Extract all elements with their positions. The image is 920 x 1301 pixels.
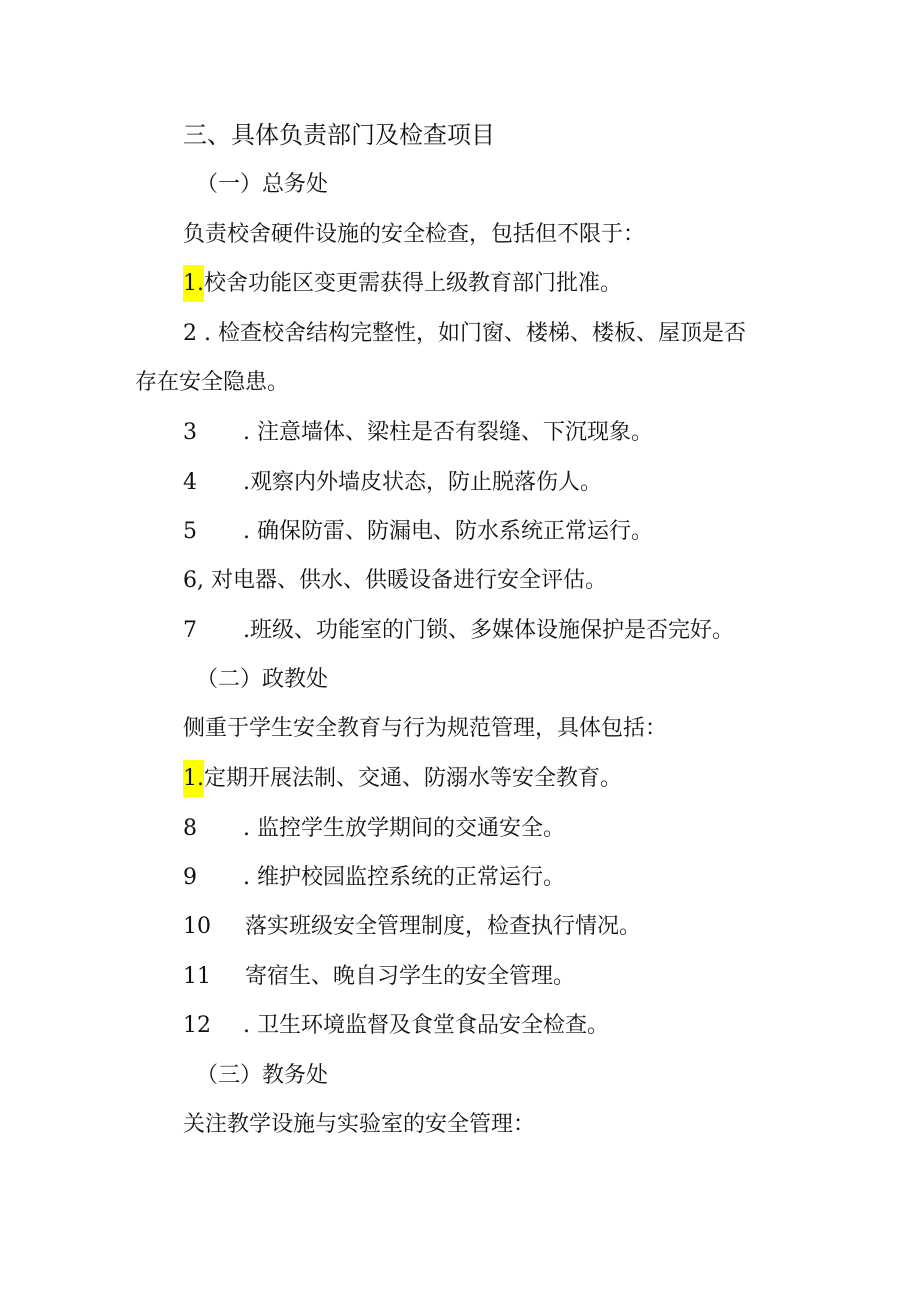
item-text: 落实班级安全管理制度，检查执行情况。 [245,914,642,939]
item-text: . 维护校园监控系统的正常运行。 [243,865,565,890]
item-text: 寄宿生、晚自习学生的安全管理。 [245,964,576,989]
item-number: 11 [183,964,211,989]
dept1-intro: 负责校舍硬件设施的安全检查，包括但不限于： [183,222,646,247]
dept3-intro: 关注教学设施与实验室的安全管理： [183,1112,536,1137]
dept2-item-9 [183,863,565,893]
dept1-item-6: 6, 对电器、供水、供暖设备进行安全评估。 [183,568,607,593]
item-text: . 监控学生放学期间的交通安全。 [243,816,565,841]
item-text: 定期开展法制、交通、防溺水等安全教育。 [204,766,623,791]
dept2-item-8 [183,814,565,844]
item-number: 5 [183,519,197,544]
item-number: 12 [183,1013,211,1038]
dept2-heading: （二）政教处 [196,667,329,692]
dept3-heading: （三）教务处 [196,1063,329,1088]
dept2-item-12 [183,1011,609,1041]
highlighted-number: 1. [183,265,204,302]
item-text: . 确保防雷、防漏电、防水系统正常运行。 [243,519,653,544]
dept1-item-4 [183,468,602,498]
item-number: 4 [183,470,197,495]
dept1-item-1 [183,269,622,299]
item-text: . 卫生环境监督及食堂食品安全检查。 [243,1013,609,1038]
dept2-item-1 [183,764,622,794]
item-text: .班级、功能室的门锁、多媒体设施保护是否完好。 [243,618,734,643]
dept2-item-10 [183,912,641,942]
item-text: 校舍功能区变更需获得上级教育部门批准。 [204,271,623,296]
dept1-item-5 [183,517,653,547]
item-number: 7 [183,618,197,643]
dept2-intro: 侧重于学生安全教育与行为规范管理，具体包括： [183,716,668,741]
section-title: 三、具体负责部门及检查项目 [183,121,495,149]
dept1-item-2-line1: 2 . 检查校舍结构完整性，如门窗、楼梯、楼板、屋顶是否 [183,321,746,346]
item-number: 9 [183,865,197,890]
dept1-item-7 [183,616,734,646]
dept1-heading: （一）总务处 [196,172,329,197]
dept1-item-2-line2: 存在安全隐患。 [135,370,290,395]
item-number: 8 [183,816,197,841]
item-number: 10 [183,914,211,939]
item-number: 3 [183,420,197,445]
item-text: .观察内外墙皮状态，防止脱落伤人。 [243,470,602,495]
dept1-item-3 [183,418,653,448]
highlighted-number: 1. [183,760,204,797]
item-text: . 注意墙体、梁柱是否有裂缝、下沉现象。 [243,420,653,445]
dept2-item-11 [183,962,575,992]
